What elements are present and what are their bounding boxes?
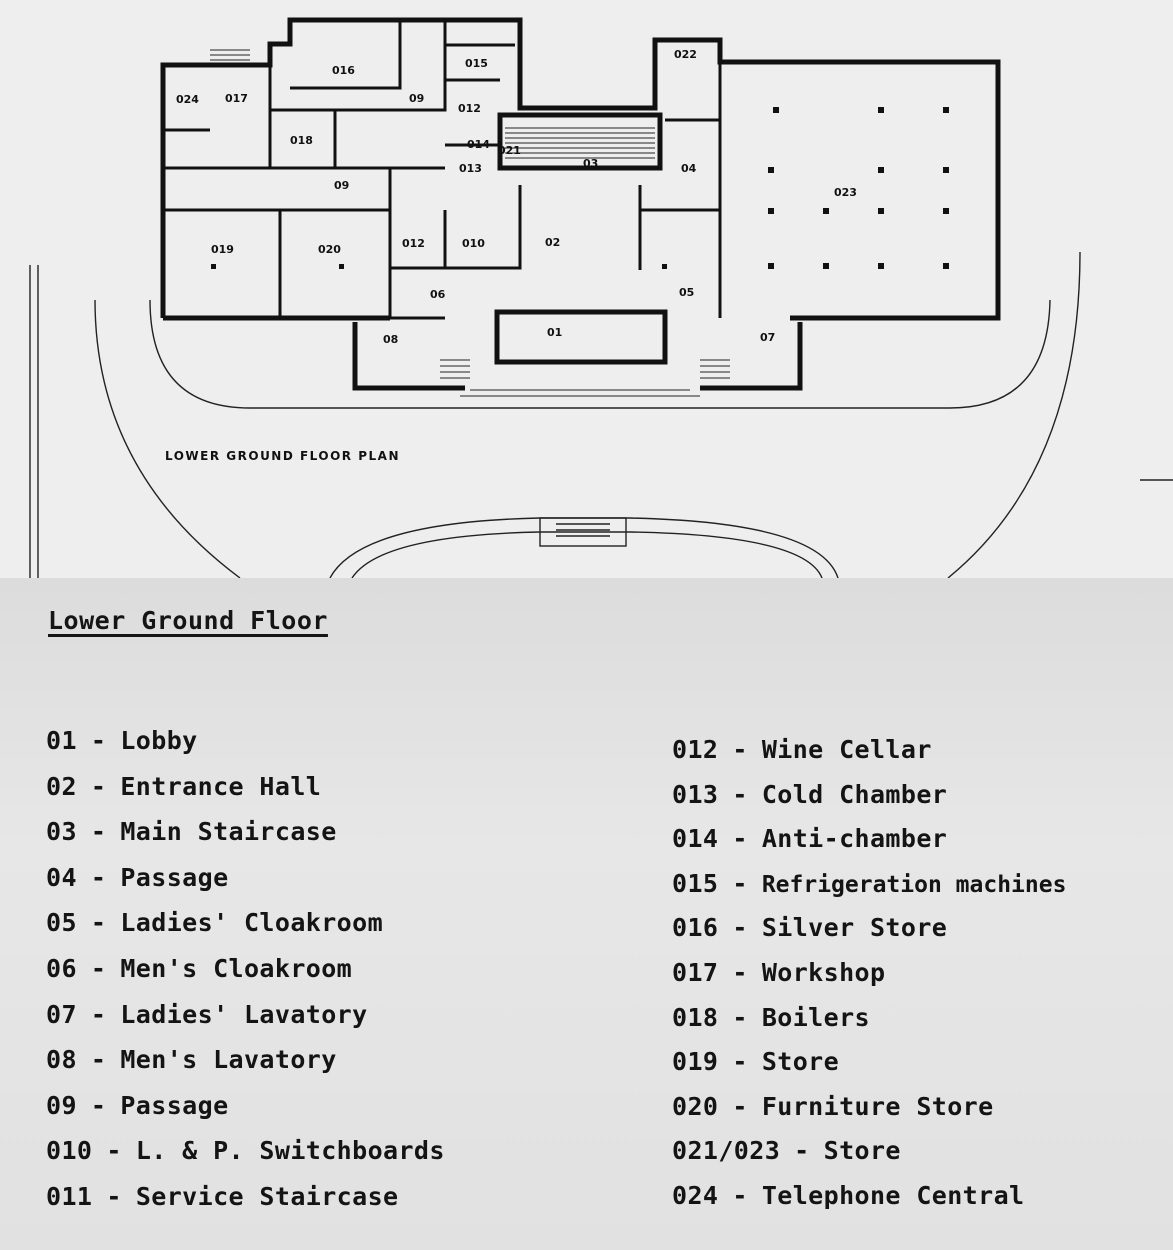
room-name: Lobby xyxy=(120,726,198,755)
legend-item xyxy=(46,772,445,818)
room-label: 06 xyxy=(430,288,446,301)
room-label: 08 xyxy=(383,333,399,346)
separator: - xyxy=(90,1090,107,1120)
legend-item xyxy=(672,958,1066,1003)
room-code: 09 xyxy=(46,1090,77,1120)
room-label: 010 xyxy=(462,237,485,250)
room-code: 018 xyxy=(672,1002,719,1032)
room-label: 04 xyxy=(681,162,697,175)
room-label: 02 xyxy=(545,236,561,249)
room-name: Men's Cloakroom xyxy=(120,953,353,983)
floor-plan-svg xyxy=(0,0,1173,578)
separator: - xyxy=(90,953,107,983)
room-code: 013 xyxy=(672,779,719,809)
legend-item xyxy=(672,869,1066,914)
room-name: Boilers xyxy=(761,1002,870,1032)
room-code: 03 xyxy=(46,817,77,847)
room-code: 07 xyxy=(46,999,77,1029)
room-code: 015 xyxy=(672,868,719,898)
room-name: Cold Chamber xyxy=(761,779,948,809)
floor-plan-drawing xyxy=(0,0,1173,578)
room-label: 07 xyxy=(760,331,776,344)
room-label: 015 xyxy=(465,57,488,70)
legend-item xyxy=(672,1047,1066,1092)
room-name: L. & P. Switchboards xyxy=(135,1136,445,1166)
room-code: 05 xyxy=(46,908,77,938)
room-legend xyxy=(0,578,1173,1250)
site-outline xyxy=(30,252,1173,578)
room-name: Passage xyxy=(120,862,229,892)
room-label: 024 xyxy=(176,93,199,106)
room-code: 011 xyxy=(46,1181,93,1211)
room-label: 05 xyxy=(679,286,695,299)
separator: - xyxy=(90,862,107,892)
room-label: 013 xyxy=(459,162,482,175)
room-name: Telephone Central xyxy=(761,1180,1025,1210)
room-label: 012 xyxy=(402,237,425,250)
room-label: 014 xyxy=(467,138,490,151)
legend-item xyxy=(672,1136,1066,1181)
room-code: 012 xyxy=(672,735,719,764)
room-name: Passage xyxy=(120,1090,229,1120)
separator: - xyxy=(732,735,748,764)
exterior-walls xyxy=(163,20,998,388)
separator: - xyxy=(90,999,107,1029)
legend-item xyxy=(672,824,1066,869)
legend-item xyxy=(46,726,445,772)
separator: - xyxy=(732,779,748,809)
room-name: Refrigeration machines xyxy=(761,871,1067,898)
room-label: 021 xyxy=(498,144,521,157)
room-label: 012 xyxy=(458,102,481,115)
legend-item xyxy=(46,1000,445,1046)
room-label: 09 xyxy=(409,92,425,105)
room-label: 018 xyxy=(290,134,313,147)
room-name: Furniture Store xyxy=(761,1091,994,1121)
legend-item xyxy=(672,780,1066,825)
room-code: 01 xyxy=(46,726,77,755)
separator: - xyxy=(732,868,748,898)
separator: - xyxy=(732,1002,748,1032)
room-name: Anti-chamber xyxy=(761,824,948,854)
room-name: Store xyxy=(761,1047,840,1077)
separator: - xyxy=(106,1181,122,1211)
room-label: 01 xyxy=(547,326,563,339)
room-label: 020 xyxy=(318,243,341,256)
legend-item xyxy=(46,908,445,954)
legend-item xyxy=(672,1092,1066,1137)
separator: - xyxy=(732,1180,748,1210)
room-labels xyxy=(176,48,857,346)
separator: - xyxy=(732,913,748,943)
separator: - xyxy=(90,1045,107,1075)
room-name: Wine Cellar xyxy=(761,735,932,764)
legend-heading: Lower Ground Floor xyxy=(48,606,328,635)
plan-title: LOWER GROUND FLOOR PLAN xyxy=(165,449,400,463)
separator: - xyxy=(90,817,107,847)
room-code: 010 xyxy=(46,1136,93,1166)
legend-item xyxy=(46,817,445,863)
legend-item xyxy=(46,1136,445,1182)
room-name: Workshop xyxy=(761,957,886,987)
separator: - xyxy=(90,908,107,938)
room-name: Store xyxy=(823,1136,901,1166)
room-label: 016 xyxy=(332,64,355,77)
legend-item xyxy=(672,913,1066,958)
room-label: 022 xyxy=(674,48,697,61)
room-name: Service Staircase xyxy=(135,1181,399,1211)
legend-item xyxy=(46,954,445,1000)
room-label: 023 xyxy=(834,186,857,199)
room-name: Silver Store xyxy=(761,913,948,943)
legend-item xyxy=(672,735,1066,780)
separator: - xyxy=(794,1136,810,1166)
legend-item xyxy=(46,1182,445,1228)
legend-column-left xyxy=(46,726,445,1228)
room-label: 019 xyxy=(211,243,234,256)
room-name: Ladies' Cloakroom xyxy=(120,908,384,938)
room-code: 024 xyxy=(672,1180,719,1210)
room-code: 019 xyxy=(672,1047,719,1077)
room-name: Entrance Hall xyxy=(120,771,322,801)
room-code: 020 xyxy=(672,1091,719,1121)
room-code: 02 xyxy=(46,771,77,801)
room-name: Main Staircase xyxy=(120,817,337,847)
legend-item xyxy=(46,1045,445,1091)
legend-item xyxy=(46,1091,445,1137)
separator: - xyxy=(90,771,107,801)
room-label: 017 xyxy=(225,92,248,105)
legend-item xyxy=(672,1003,1066,1048)
legend-item xyxy=(46,863,445,909)
legend-column-right xyxy=(672,735,1066,1226)
legend-item xyxy=(672,1181,1066,1226)
room-code: 014 xyxy=(672,824,719,854)
room-label: 09 xyxy=(334,179,350,192)
room-code: 016 xyxy=(672,913,719,943)
room-label: 03 xyxy=(583,157,599,170)
separator: - xyxy=(732,824,748,854)
separator: - xyxy=(732,957,748,987)
separator: - xyxy=(90,726,107,755)
room-code: 08 xyxy=(46,1045,77,1075)
separator: - xyxy=(732,1047,748,1077)
room-code: 04 xyxy=(46,862,77,892)
room-code: 021/023 xyxy=(672,1136,781,1166)
separator: - xyxy=(106,1136,122,1166)
room-name: Men's Lavatory xyxy=(120,1045,337,1075)
room-code: 017 xyxy=(672,957,719,987)
separator: - xyxy=(732,1091,748,1121)
room-code: 06 xyxy=(46,953,77,983)
room-name: Ladies' Lavatory xyxy=(120,999,368,1029)
